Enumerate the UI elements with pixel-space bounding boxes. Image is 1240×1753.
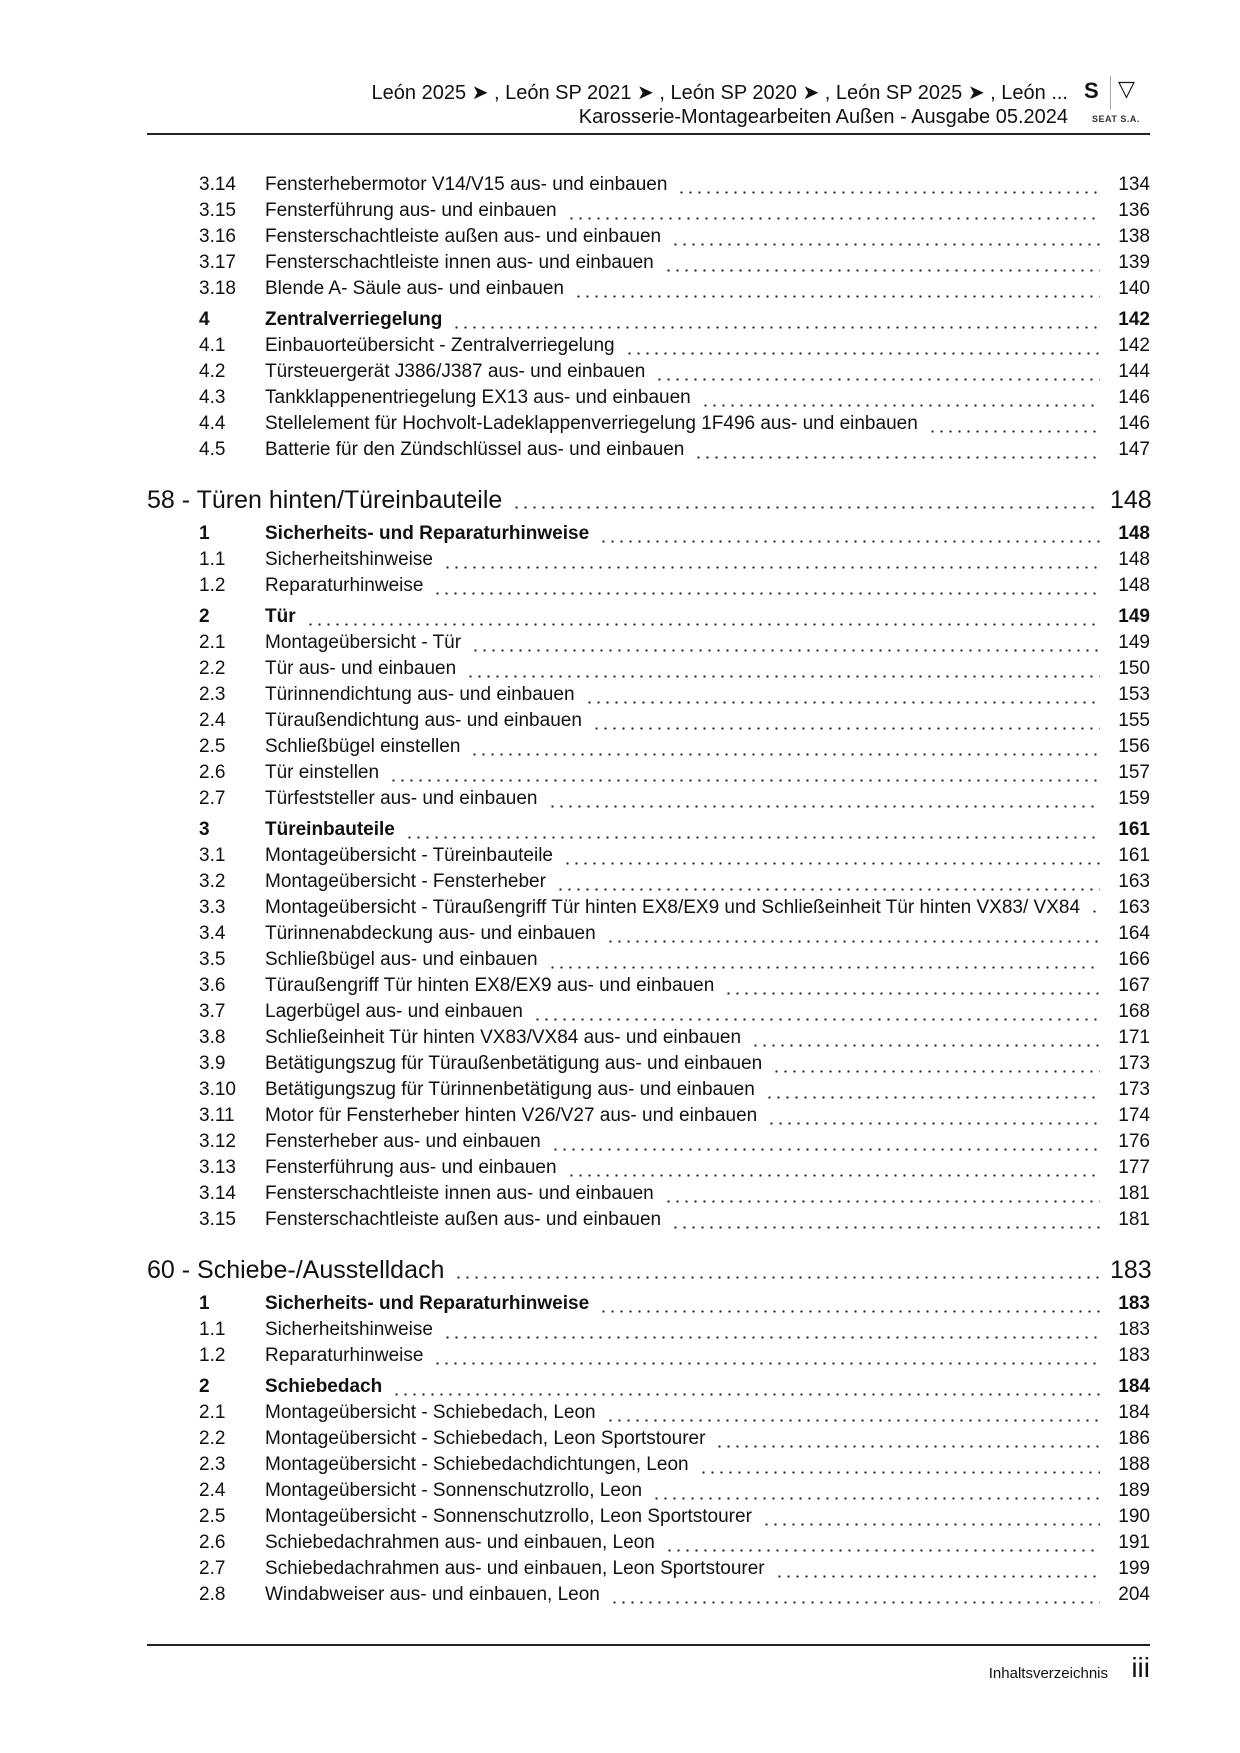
logo-text: SEAT S.A. bbox=[1092, 114, 1140, 124]
entry-number: 2.7 bbox=[199, 1558, 226, 1579]
entry-page: 146 bbox=[1118, 413, 1150, 434]
dot-leader bbox=[694, 456, 1100, 459]
dot-leader bbox=[762, 1523, 1100, 1526]
dot-leader bbox=[306, 623, 1100, 626]
entry-number: 2.6 bbox=[199, 762, 226, 783]
entry-number: 2 bbox=[199, 606, 210, 627]
dot-leader bbox=[928, 430, 1100, 433]
entry-title: Reparaturhinweise bbox=[265, 575, 424, 596]
entry-title: Türinnenabdeckung aus- und einbauen bbox=[265, 923, 596, 944]
dot-leader bbox=[556, 888, 1100, 891]
entry-title: Fensterschachtleiste außen aus- und einbauen bbox=[265, 1209, 662, 1230]
entry-page: 173 bbox=[1118, 1053, 1150, 1074]
toc-entry[interactable] bbox=[147, 1478, 1150, 1504]
toc-entry[interactable] bbox=[147, 333, 1150, 359]
dot-leader bbox=[512, 506, 1100, 509]
entry-page: 183 bbox=[1118, 1345, 1150, 1366]
entry-title: Fensterschachtleiste innen aus- und einbauen bbox=[265, 1183, 654, 1204]
toc-entry[interactable] bbox=[147, 921, 1150, 947]
dot-leader bbox=[701, 404, 1100, 407]
entry-number: 3.4 bbox=[199, 923, 226, 944]
toc-chapter[interactable] bbox=[147, 1255, 1150, 1285]
dot-leader bbox=[652, 1497, 1100, 1500]
toc-entry[interactable] bbox=[147, 630, 1150, 656]
entry-page: 190 bbox=[1118, 1506, 1150, 1527]
entry-page: 159 bbox=[1118, 788, 1150, 809]
toc-entry[interactable] bbox=[147, 547, 1150, 573]
entry-number: 3.10 bbox=[199, 1079, 236, 1100]
entry-title: Türaußengriff Tür hinten EX8/EX9 aus- und einbauen bbox=[265, 975, 715, 996]
entry-title: Türeinbauteile bbox=[265, 819, 395, 840]
dot-leader bbox=[389, 779, 1100, 782]
toc-section[interactable] bbox=[147, 307, 1150, 333]
entry-page: 148 bbox=[1118, 575, 1150, 596]
entry-title: Schließeinheit Tür hinten VX83/VX84 aus- und einbauen bbox=[265, 1027, 742, 1048]
entry-title: 60 - Schiebe-/Ausstelldach bbox=[147, 1256, 445, 1284]
dot-leader bbox=[606, 1419, 1100, 1422]
dot-leader bbox=[433, 592, 1100, 595]
entry-number: 1 bbox=[199, 1293, 210, 1314]
dot-leader bbox=[665, 1549, 1100, 1552]
entry-page: 139 bbox=[1118, 252, 1150, 273]
toc-entry[interactable] bbox=[147, 1343, 1150, 1369]
entry-number: 3.16 bbox=[199, 226, 236, 247]
dot-leader bbox=[405, 836, 1100, 839]
dot-leader bbox=[765, 1096, 1100, 1099]
entry-title: Fensterhebermotor V14/V15 aus- und einbauen bbox=[265, 174, 668, 195]
entry-number: 2.2 bbox=[199, 658, 226, 679]
dot-leader bbox=[664, 1200, 1100, 1203]
footer-rule bbox=[147, 1644, 1150, 1646]
entry-page: 173 bbox=[1118, 1079, 1150, 1100]
dot-leader bbox=[551, 1148, 1100, 1151]
entry-title: Montageübersicht - Schiebedach, Leon Sportstourer bbox=[265, 1428, 706, 1449]
dot-leader bbox=[452, 326, 1100, 329]
toc-entry[interactable] bbox=[147, 1556, 1150, 1582]
dot-leader bbox=[585, 701, 1100, 704]
toc-entry[interactable] bbox=[147, 1317, 1150, 1343]
entry-title: 58 - Türen hinten/Türeinbauteile bbox=[147, 486, 503, 514]
entry-number: 2.5 bbox=[199, 1506, 226, 1527]
dot-leader bbox=[671, 243, 1100, 246]
entry-number: 4.4 bbox=[199, 413, 226, 434]
entry-number: 1.1 bbox=[199, 549, 226, 570]
seat-s-icon: S bbox=[1084, 78, 1098, 103]
toc-entry[interactable] bbox=[147, 1452, 1150, 1478]
entry-number: 4 bbox=[199, 309, 210, 330]
toc-entry[interactable] bbox=[147, 411, 1150, 437]
toc-entry[interactable] bbox=[147, 1051, 1150, 1077]
entry-title: Schließbügel aus- und einbauen bbox=[265, 949, 538, 970]
toc-section[interactable] bbox=[147, 604, 1150, 630]
entry-number: 2.8 bbox=[199, 1584, 226, 1605]
toc-entry[interactable] bbox=[147, 1400, 1150, 1426]
dot-leader bbox=[563, 862, 1100, 865]
dot-leader bbox=[715, 1445, 1100, 1448]
dot-leader bbox=[567, 1174, 1100, 1177]
entry-page: 188 bbox=[1118, 1454, 1150, 1475]
entry-page: 161 bbox=[1118, 819, 1150, 840]
entry-number: 2.3 bbox=[199, 684, 226, 705]
entry-title: Türaußendichtung aus- und einbauen bbox=[265, 710, 582, 731]
entry-page: 167 bbox=[1118, 975, 1150, 996]
entry-number: 1.2 bbox=[199, 1345, 226, 1366]
entry-title: Schiebedachrahmen aus- und einbauen, Leon bbox=[265, 1532, 655, 1553]
dot-leader bbox=[610, 1601, 1100, 1604]
toc-entry[interactable] bbox=[147, 1025, 1150, 1051]
entry-number: 1 bbox=[199, 523, 210, 544]
toc-entry[interactable] bbox=[147, 786, 1150, 812]
dot-leader bbox=[392, 1393, 1100, 1396]
entry-title: Fensterschachtleiste außen aus- und einbauen bbox=[265, 226, 662, 247]
entry-page: 144 bbox=[1118, 361, 1150, 382]
entry-title: Montageübersicht - Schiebedach, Leon bbox=[265, 1402, 596, 1423]
entry-title: Montageübersicht - Sonnenschutzrollo, Leon bbox=[265, 1480, 643, 1501]
header-models: León 2025 ➤ , León SP 2021 ➤ , León SP 2020 ➤ , León SP 2025 ➤ , León ... bbox=[371, 82, 1068, 104]
entry-title: Schließbügel einstellen bbox=[265, 736, 461, 757]
entry-title: Fensterführung aus- und einbauen bbox=[265, 1157, 557, 1178]
entry-title: Tankklappenentriegelung EX13 aus- und einbauen bbox=[265, 387, 691, 408]
entry-number: 3.15 bbox=[199, 200, 236, 221]
entry-title: Fensterschachtleiste innen aus- und einbauen bbox=[265, 252, 654, 273]
entry-title: Montageübersicht - Tür bbox=[265, 632, 462, 653]
dot-leader bbox=[1090, 910, 1100, 913]
entry-title: Sicherheits- und Reparaturhinweise bbox=[265, 523, 590, 544]
entry-number: 3.13 bbox=[199, 1157, 236, 1178]
entry-number: 2.1 bbox=[199, 1402, 226, 1423]
dot-leader bbox=[599, 1310, 1100, 1313]
toc-entry[interactable] bbox=[147, 947, 1150, 973]
dot-leader bbox=[751, 1044, 1100, 1047]
entry-page: 146 bbox=[1118, 387, 1150, 408]
entry-page: 148 bbox=[1118, 549, 1150, 570]
entry-page: 163 bbox=[1118, 897, 1150, 918]
entry-page: 204 bbox=[1118, 1584, 1150, 1605]
entry-number: 2.1 bbox=[199, 632, 226, 653]
dot-leader bbox=[548, 966, 1100, 969]
entry-page: 184 bbox=[1118, 1402, 1150, 1423]
header-subtitle: Karosserie-Montagearbeiten Außen - Ausgabe 05.2024 bbox=[578, 106, 1068, 128]
entry-number: 2.4 bbox=[199, 1480, 226, 1501]
entry-page: 153 bbox=[1118, 684, 1150, 705]
toc-entry[interactable] bbox=[147, 1181, 1150, 1207]
entry-number: 4.3 bbox=[199, 387, 226, 408]
entry-title: Montageübersicht - Türeinbauteile bbox=[265, 845, 553, 866]
toc-entry[interactable] bbox=[147, 359, 1150, 385]
logo-divider bbox=[1110, 76, 1111, 110]
toc-section[interactable] bbox=[147, 817, 1150, 843]
entry-title: Montageübersicht - Türaußengriff Tür hinten EX8/EX9 und Schließeinheit Tür hinten VX83/ VX84 bbox=[265, 897, 1081, 918]
entry-page: 150 bbox=[1118, 658, 1150, 679]
toc-section[interactable] bbox=[147, 1374, 1150, 1400]
entry-page: 166 bbox=[1118, 949, 1150, 970]
dot-leader bbox=[625, 352, 1100, 355]
dot-leader bbox=[567, 217, 1100, 220]
toc-entry[interactable] bbox=[147, 1129, 1150, 1155]
header-rule bbox=[147, 133, 1150, 135]
toc-entry[interactable] bbox=[147, 437, 1150, 463]
entry-title: Sicherheits- und Reparaturhinweise bbox=[265, 1293, 590, 1314]
toc-entry[interactable] bbox=[147, 843, 1150, 869]
entry-title: Tür einstellen bbox=[265, 762, 380, 783]
entry-number: 2.7 bbox=[199, 788, 226, 809]
entry-title: Tür bbox=[265, 606, 296, 627]
toc-section[interactable] bbox=[147, 1291, 1150, 1317]
entry-number: 3.8 bbox=[199, 1027, 226, 1048]
entry-page: 148 bbox=[1118, 523, 1150, 544]
toc-entry[interactable] bbox=[147, 198, 1150, 224]
toc-entry[interactable] bbox=[147, 895, 1150, 921]
entry-number: 4.1 bbox=[199, 335, 226, 356]
dot-leader bbox=[443, 566, 1100, 569]
entry-number: 1.1 bbox=[199, 1319, 226, 1340]
entry-number: 2.5 bbox=[199, 736, 226, 757]
entry-page: 171 bbox=[1118, 1027, 1150, 1048]
entry-title: Montageübersicht - Fensterheber bbox=[265, 871, 546, 892]
entry-number: 1.2 bbox=[199, 575, 226, 596]
dot-leader bbox=[466, 675, 1100, 678]
dot-leader bbox=[671, 1226, 1100, 1229]
entry-page: 174 bbox=[1118, 1105, 1150, 1126]
entry-number: 3.5 bbox=[199, 949, 226, 970]
entry-page: 148 bbox=[1110, 486, 1152, 514]
toc-entry[interactable] bbox=[147, 973, 1150, 999]
toc-entry[interactable] bbox=[147, 656, 1150, 682]
entry-number: 3.14 bbox=[199, 1183, 236, 1204]
entry-page: 183 bbox=[1118, 1319, 1150, 1340]
entry-title: Türsteuergerät J386/J387 aus- und einbauen bbox=[265, 361, 646, 382]
entry-number: 2.2 bbox=[199, 1428, 226, 1449]
toc-entry[interactable] bbox=[147, 999, 1150, 1025]
entry-page: 156 bbox=[1118, 736, 1150, 757]
entry-page: 147 bbox=[1118, 439, 1150, 460]
entry-title: Türinnendichtung aus- und einbauen bbox=[265, 684, 575, 705]
table-of-contents bbox=[147, 172, 1150, 1608]
entry-number: 3.6 bbox=[199, 975, 226, 996]
dot-leader bbox=[606, 940, 1100, 943]
dot-leader bbox=[471, 649, 1100, 652]
entry-title: Einbauorteübersicht - Zentralverriegelung bbox=[265, 335, 615, 356]
entry-number: 3.15 bbox=[199, 1209, 236, 1230]
entry-page: 183 bbox=[1110, 1256, 1152, 1284]
entry-page: 157 bbox=[1118, 762, 1150, 783]
toc-entry[interactable] bbox=[147, 734, 1150, 760]
toc-section[interactable] bbox=[147, 521, 1150, 547]
entry-page: 142 bbox=[1118, 309, 1150, 330]
entry-title: Montageübersicht - Schiebedachdichtungen, Leon bbox=[265, 1454, 689, 1475]
toc-entry[interactable] bbox=[147, 708, 1150, 734]
entry-number: 3.9 bbox=[199, 1053, 226, 1074]
entry-title: Betätigungszug für Türaußenbetätigung aus- und einbauen bbox=[265, 1053, 763, 1074]
entry-page: 138 bbox=[1118, 226, 1150, 247]
page-number: iii bbox=[1131, 1652, 1150, 1683]
entry-page: 155 bbox=[1118, 710, 1150, 731]
entry-title: Zentralverriegelung bbox=[265, 309, 443, 330]
dot-leader bbox=[599, 540, 1100, 543]
toc-entry[interactable] bbox=[147, 869, 1150, 895]
entry-title: Blende A- Säule aus- und einbauen bbox=[265, 278, 564, 299]
dot-leader bbox=[767, 1122, 1100, 1125]
entry-title: Lagerbügel aus- und einbauen bbox=[265, 1001, 523, 1022]
toc-entry[interactable] bbox=[147, 250, 1150, 276]
entry-page: 186 bbox=[1118, 1428, 1150, 1449]
toc-entry[interactable] bbox=[147, 1077, 1150, 1103]
dot-leader bbox=[772, 1070, 1100, 1073]
seat-logo bbox=[1080, 74, 1150, 130]
dot-leader bbox=[433, 1362, 1100, 1365]
entry-page: 163 bbox=[1118, 871, 1150, 892]
entry-number: 3.7 bbox=[199, 1001, 226, 1022]
dot-leader bbox=[470, 753, 1100, 756]
toc-entry[interactable] bbox=[147, 1426, 1150, 1452]
entry-number: 3.1 bbox=[199, 845, 226, 866]
dot-leader bbox=[655, 378, 1100, 381]
entry-title: Schiebedach bbox=[265, 1376, 383, 1397]
entry-page: 168 bbox=[1118, 1001, 1150, 1022]
entry-title: Reparaturhinweise bbox=[265, 1345, 424, 1366]
entry-title: Windabweiser aus- und einbauen, Leon bbox=[265, 1584, 600, 1605]
entry-number: 3.11 bbox=[199, 1105, 235, 1126]
entry-title: Schiebedachrahmen aus- und einbauen, Leon Sportstourer bbox=[265, 1558, 765, 1579]
dot-leader bbox=[548, 805, 1101, 808]
toc-entry[interactable] bbox=[147, 573, 1150, 599]
toc-chapter[interactable] bbox=[147, 485, 1150, 515]
entry-number: 4.2 bbox=[199, 361, 226, 382]
entry-number: 2.4 bbox=[199, 710, 226, 731]
toc-entry[interactable] bbox=[147, 224, 1150, 250]
entry-number: 3.18 bbox=[199, 278, 236, 299]
entry-title: Stellelement für Hochvolt-Ladeklappenverriegelung 1F496 aus- und einbauen bbox=[265, 413, 918, 434]
footer-section: Inhaltsverzeichnis bbox=[988, 1665, 1108, 1682]
entry-title: Betätigungszug für Türinnenbetätigung aus- und einbauen bbox=[265, 1079, 755, 1100]
entry-page: 191 bbox=[1118, 1532, 1150, 1553]
entry-number: 3.3 bbox=[199, 897, 226, 918]
dot-leader bbox=[443, 1336, 1100, 1339]
entry-page: 164 bbox=[1118, 923, 1150, 944]
entry-page: 149 bbox=[1118, 606, 1150, 627]
entry-title: Sicherheitshinweise bbox=[265, 549, 433, 570]
dot-leader bbox=[699, 1471, 1100, 1474]
entry-page: 181 bbox=[1118, 1183, 1150, 1204]
entry-number: 3.17 bbox=[199, 252, 236, 273]
entry-number: 3.14 bbox=[199, 174, 236, 195]
entry-number: 2 bbox=[199, 1376, 210, 1397]
toc-entry[interactable] bbox=[147, 1155, 1150, 1181]
entry-title: Sicherheitshinweise bbox=[265, 1319, 433, 1340]
entry-page: 149 bbox=[1118, 632, 1150, 653]
cupra-icon: ▽ bbox=[1118, 76, 1135, 101]
entry-page: 199 bbox=[1118, 1558, 1150, 1579]
entry-page: 161 bbox=[1118, 845, 1150, 866]
entry-title: Fensterheber aus- und einbauen bbox=[265, 1131, 541, 1152]
entry-title: Tür aus- und einbauen bbox=[265, 658, 457, 679]
entry-title: Fensterführung aus- und einbauen bbox=[265, 200, 557, 221]
dot-leader bbox=[664, 269, 1100, 272]
dot-leader bbox=[724, 992, 1100, 995]
toc-entry[interactable] bbox=[147, 1103, 1150, 1129]
toc-entry[interactable] bbox=[147, 760, 1150, 786]
toc-entry[interactable] bbox=[147, 1530, 1150, 1556]
entry-page: 183 bbox=[1118, 1293, 1150, 1314]
entry-number: 2.6 bbox=[199, 1532, 226, 1553]
toc-entry[interactable] bbox=[147, 276, 1150, 302]
dot-leader bbox=[533, 1018, 1100, 1021]
dot-leader bbox=[677, 191, 1100, 194]
entry-page: 176 bbox=[1118, 1131, 1150, 1152]
toc-entry[interactable] bbox=[147, 1504, 1150, 1530]
toc-entry[interactable] bbox=[147, 682, 1150, 708]
toc-entry[interactable] bbox=[147, 385, 1150, 411]
entry-page: 181 bbox=[1118, 1209, 1150, 1230]
toc-entry[interactable] bbox=[147, 1582, 1150, 1608]
entry-page: 177 bbox=[1118, 1157, 1150, 1178]
entry-title: Motor für Fensterheber hinten V26/V27 aus- und einbauen bbox=[265, 1105, 758, 1126]
dot-leader bbox=[592, 727, 1100, 730]
toc-entry[interactable] bbox=[147, 172, 1150, 198]
entry-page: 189 bbox=[1118, 1480, 1150, 1501]
entry-title: Montageübersicht - Sonnenschutzrollo, Leon Sportstourer bbox=[265, 1506, 752, 1527]
dot-leader bbox=[775, 1575, 1100, 1578]
entry-page: 184 bbox=[1118, 1376, 1150, 1397]
toc-entry[interactable] bbox=[147, 1207, 1150, 1233]
entry-number: 3.12 bbox=[199, 1131, 236, 1152]
entry-number: 2.3 bbox=[199, 1454, 226, 1475]
entry-page: 134 bbox=[1118, 174, 1150, 195]
entry-page: 142 bbox=[1118, 335, 1150, 356]
entry-number: 3 bbox=[199, 819, 210, 840]
entry-number: 4.5 bbox=[199, 439, 226, 460]
entry-number: 3.2 bbox=[199, 871, 226, 892]
dot-leader bbox=[454, 1276, 1100, 1279]
entry-title: Türfeststeller aus- und einbauen bbox=[265, 788, 538, 809]
dot-leader bbox=[574, 295, 1100, 298]
entry-page: 136 bbox=[1118, 200, 1150, 221]
entry-page: 140 bbox=[1118, 278, 1150, 299]
entry-title: Batterie für den Zündschlüssel aus- und einbauen bbox=[265, 439, 685, 460]
